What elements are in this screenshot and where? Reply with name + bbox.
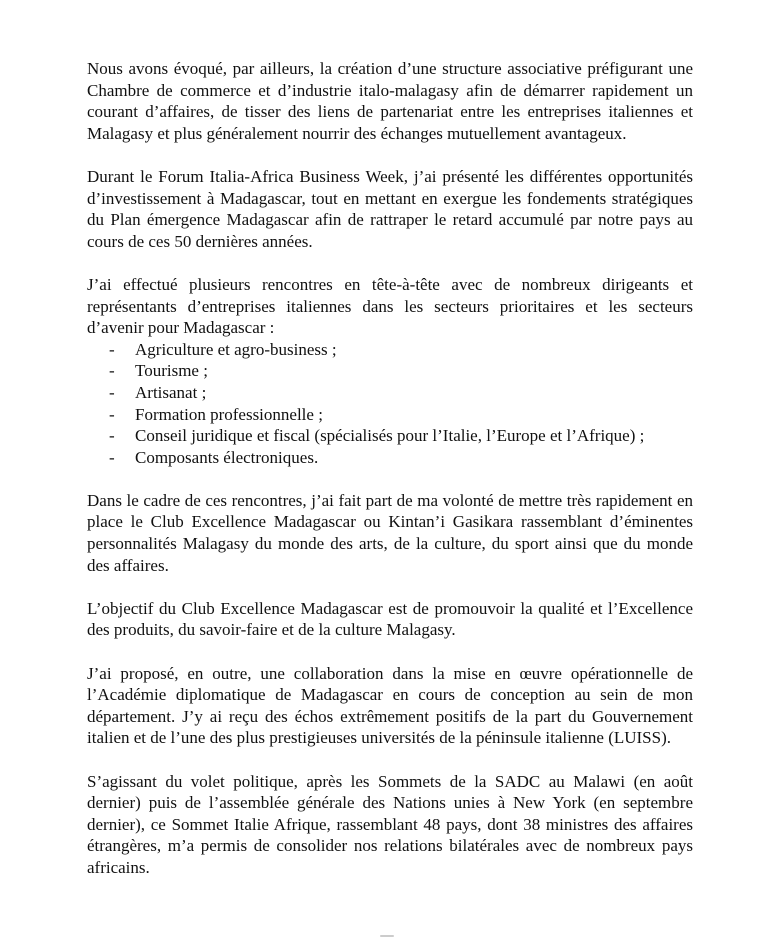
paragraph-diplomatic-academy: J’ai proposé, en outre, une collaboration dans la mise en œuvre opérationnelle de l’Académie diplomatique de Madagascar en cours de conception au sein de mon département. J’y ai reçu des échos extrêmement positifs de la part du Gouvernement italien et de l’une des plus prestigieuses universités de la péninsule italienne (LUISS).: [87, 663, 693, 748]
bullet-dash: -: [109, 382, 115, 402]
list-item: - Conseil juridique et fiscal (spécialisés pour l’Italie, l’Europe et l’Afrique) ;: [109, 426, 645, 446]
paragraph-chamber-of-commerce: Nous avons évoqué, par ailleurs, la création d’une structure associative préfigurant une Chambre de commerce et d’industrie italo-malagasy afin de démarrer rapidement un courant d’affaires, de tisser des liens de partenariat entre les entreprises italiennes et Malagasy et plus généralement nourrir des échanges mutuellement avantageux.: [87, 59, 693, 143]
list-item: - Tourisme ;: [109, 361, 208, 381]
paragraph-political-aspect: S’agissant du volet politique, après les Sommets de la SADC au Malawi (en août dernier) puis de l’assemblée générale des Nations unies à New York (en septembre dernier), ce Sommet Italie Afrique, rassemblant 48 pays, dont 38 ministres des affaires étrangères, m’a permis de consolider nos relations bilatérales avec de nombreux pays africains.: [87, 771, 693, 877]
bullet-dash: -: [109, 426, 115, 446]
paragraph-business-week: Durant le Forum Italia-Africa Business Week, j’ai présenté les différentes opportunités d’investissement à Madagascar, tout en mettant en exergue les fondements stratégiques du Plan émergence Madagascar afin de rattraper le retard accumulé par notre pays au cours de ces 50 dernières années.: [87, 166, 693, 251]
bullet-dash: -: [109, 361, 115, 381]
list-item: - Formation professionnelle ;: [109, 404, 323, 424]
sector-list: [87, 339, 693, 469]
paragraph-club-excellence: Dans le cadre de ces rencontres, j’ai fait part de ma volonté de mettre très rapidement en place le Club Excellence Madagascar ou Kintan’i Gasikara rassemblant d’éminentes personnalités Malagasy du monde des arts, de la culture, du sport ainsi que du monde des affaires.: [87, 490, 693, 575]
paragraph-club-objective: L’objectif du Club Excellence Madagascar est de promouvoir la qualité et l’Excellence des produits, du savoir-faire et de la culture Malagasy.: [87, 598, 693, 640]
document-page: [87, 58, 693, 900]
bullet-dash: -: [109, 447, 115, 467]
paragraph-meetings-intro: J’ai effectué plusieurs rencontres en tête-à-tête avec de nombreux dirigeants et représentants d’entreprises italiennes dans les secteurs prioritaires et les secteurs d’avenir pour Madagascar :: [87, 274, 693, 338]
bullet-dash: -: [109, 339, 115, 359]
list-item: - Artisanat ;: [109, 382, 207, 402]
list-item: - Composants électroniques.: [109, 447, 319, 467]
bullet-dash: -: [109, 404, 115, 424]
list-item: - Agriculture et agro-business ;: [109, 339, 337, 359]
page-break-mark: [380, 935, 394, 937]
